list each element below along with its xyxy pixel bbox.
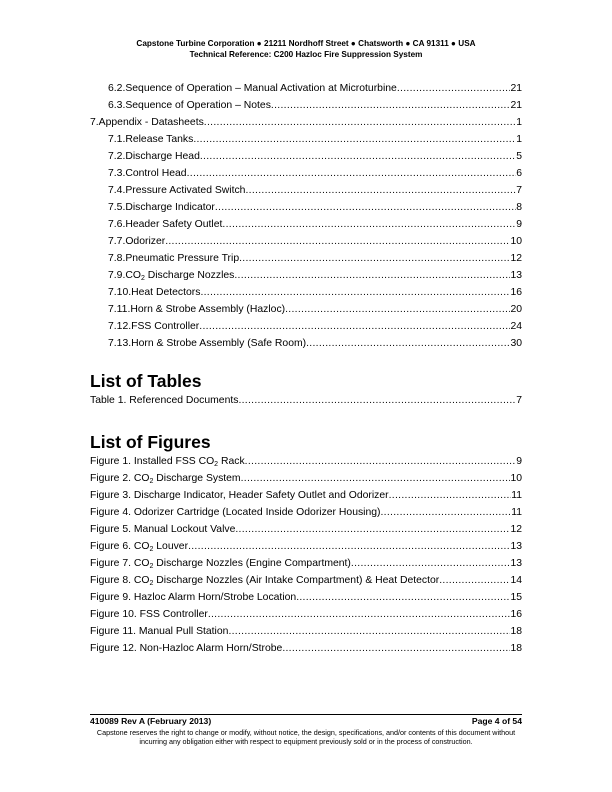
toc-entry-number: 7.12. — [108, 321, 132, 332]
subscript-text: 2 — [140, 275, 145, 282]
figure-entry-title: Figure 10. FSS Controller — [90, 609, 208, 620]
table-entry-page: 7 — [516, 395, 522, 406]
toc-leader — [239, 252, 510, 266]
toc-leader — [165, 235, 510, 249]
toc-entry[interactable] — [108, 252, 522, 266]
toc-entry-title: Appendix - Datasheets — [98, 117, 204, 128]
figure-title-part: Discharge Nozzles (Air Intake Compartment) & Heat Detector — [153, 575, 440, 586]
toc-leader — [245, 455, 517, 469]
toc-leader — [351, 557, 511, 571]
figure-entry-page: 10 — [510, 473, 522, 484]
toc-entry-page: 30 — [510, 338, 522, 349]
toc-leader — [187, 167, 517, 181]
toc-entry-title: Odorizer — [125, 236, 166, 247]
figure-title-part: Discharge Nozzles (Engine Compartment) — [153, 558, 351, 569]
figure-entry-page: 15 — [510, 592, 522, 603]
list-of-tables-heading: List of Tables — [90, 371, 202, 391]
toc-entry-title: Sequence of Operation – Manual Activation at Microturbine — [125, 83, 397, 94]
subscript-text: 2 — [149, 563, 154, 570]
toc-leader — [215, 201, 516, 215]
figure-entry-title — [90, 472, 241, 486]
figure-entry-title — [90, 557, 351, 571]
figure-entry-title: Figure 4. Odorizer Cartridge (Located Inside Odorizer Housing) — [90, 507, 381, 518]
toc-entry-title: Sequence of Operation – Notes — [125, 100, 271, 111]
toc-entry-number: 7.7. — [108, 236, 126, 247]
toc-entry-number: 7.13. — [108, 338, 132, 349]
toc-entry-title — [125, 269, 234, 283]
header-reference-line: Technical Reference: C200 Hazloc Fire Suppression System — [189, 50, 423, 59]
figure-title-part: Figure 8. CO — [90, 575, 150, 586]
toc-leader — [234, 269, 510, 283]
toc-entry-title: Pneumatic Pressure Trip — [125, 253, 240, 264]
toc-entry-title: Horn & Strobe Assembly (Hazloc) — [130, 304, 286, 315]
toc-entry-page: 1 — [516, 134, 522, 145]
figure-entry-title — [90, 540, 188, 554]
toc-leader — [282, 642, 510, 656]
toc-leader — [200, 150, 516, 164]
toc-entry-page: 5 — [516, 151, 522, 162]
figure-list-entry[interactable] — [90, 625, 522, 639]
toc-title-part: Discharge Nozzles — [144, 270, 235, 281]
toc-entry[interactable] — [108, 150, 522, 164]
toc-entry-page: 8 — [516, 202, 522, 213]
figure-entry-page: 11 — [511, 490, 522, 501]
toc-entry[interactable] — [108, 82, 522, 96]
toc-entry-page: 13 — [510, 270, 522, 281]
toc-leader — [208, 608, 511, 622]
toc-entry[interactable] — [108, 303, 522, 317]
figure-list-entry[interactable] — [90, 523, 522, 537]
toc-entry-page: 1 — [516, 117, 522, 128]
figure-entry-title: Figure 5. Manual Lockout Valve — [90, 524, 236, 535]
toc-entry[interactable] — [108, 320, 522, 334]
table-entry-title: Table 1. Referenced Documents — [90, 395, 239, 406]
toc-entry-title: Release Tanks — [125, 134, 194, 145]
toc-entry-page: 6 — [516, 168, 522, 179]
list-of-figures-heading: List of Figures — [90, 432, 211, 452]
toc-leader — [306, 337, 510, 351]
figure-entry-page: 16 — [510, 609, 522, 620]
toc-entry-number: 6.3. — [108, 100, 126, 111]
table-list-entry[interactable] — [90, 394, 522, 408]
figure-list-entry[interactable] — [90, 455, 522, 469]
toc-entry[interactable] — [90, 116, 522, 130]
toc-entry[interactable] — [108, 167, 522, 181]
subscript-text: 2 — [214, 461, 219, 468]
figure-entry-page: 18 — [510, 643, 522, 654]
toc-leader — [381, 506, 512, 520]
toc-entry[interactable] — [108, 269, 522, 283]
footer-disclaimer: Capstone reserves the right to change or modify, without notice, the design, specifications, and/or contents of this document without incurring any obligation either with respect to equipment previously sold or in the process of construction. — [96, 728, 516, 747]
figure-entry-title: Figure 9. Hazloc Alarm Horn/Strobe Location — [90, 592, 297, 603]
figure-title-part: Rack — [218, 456, 245, 467]
toc-entry-number: 6.2. — [108, 83, 126, 94]
figure-list-entry[interactable] — [90, 472, 522, 486]
figure-list-entry[interactable] — [90, 642, 522, 656]
toc-entry-title: Horn & Strobe Assembly (Safe Room) — [131, 338, 307, 349]
toc-entry-title: Heat Detectors — [131, 287, 201, 298]
figure-entry-page: 13 — [510, 541, 522, 552]
page-header — [0, 38, 612, 60]
toc-entry-page: 10 — [510, 236, 522, 247]
figure-entry-title — [90, 455, 245, 469]
toc-entry[interactable] — [108, 133, 522, 147]
toc-entry-number: 7. — [90, 117, 99, 128]
toc-entry-page: 20 — [510, 304, 522, 315]
figure-entry-page: 14 — [510, 575, 522, 586]
figure-list-entry[interactable] — [90, 574, 522, 588]
toc-entry-page: 21 — [510, 83, 522, 94]
toc-leader — [188, 540, 510, 554]
toc-entry-page: 9 — [516, 219, 522, 230]
toc-title-part: CO — [125, 270, 141, 281]
figure-title-part: Figure 2. CO — [90, 473, 150, 484]
toc-entry[interactable] — [108, 286, 522, 300]
figure-list-entry[interactable] — [90, 540, 522, 554]
toc-entry-title: FSS Controller — [131, 321, 200, 332]
toc-entry-page: 7 — [516, 185, 522, 196]
toc-leader — [228, 625, 510, 639]
toc-entry[interactable] — [108, 337, 522, 351]
toc-entry-page: 21 — [510, 100, 522, 111]
figure-title-part: Figure 7. CO — [90, 558, 150, 569]
toc-entry-number: 7.10. — [108, 287, 132, 298]
toc-leader — [271, 99, 511, 113]
toc-entry-title: Header Safety Outlet — [125, 219, 223, 230]
figure-entry-title: Figure 11. Manual Pull Station — [90, 626, 229, 637]
figure-entry-title: Figure 3. Discharge Indicator, Header Safety Outlet and Odorizer — [90, 490, 389, 501]
toc-leader — [285, 303, 510, 317]
toc-leader — [238, 394, 516, 408]
toc-entry-title: Pressure Activated Switch — [125, 185, 246, 196]
toc-entry[interactable] — [108, 201, 522, 215]
toc-entry-number: 7.9. — [108, 270, 126, 281]
subscript-text: 2 — [149, 580, 154, 587]
footer-document-id: 410089 Rev A (February 2013) — [90, 716, 212, 726]
toc-leader — [296, 591, 510, 605]
toc-entry[interactable] — [108, 235, 522, 249]
toc-entry-number: 7.4. — [108, 185, 126, 196]
header-company-line: Capstone Turbine Corporation ● 21211 Nordhoff Street ● Chatsworth ● CA 91311 ● USA — [136, 39, 476, 48]
toc-leader — [193, 133, 516, 147]
figure-entry-page: 9 — [516, 456, 522, 467]
toc-entry-page: 24 — [510, 321, 522, 332]
figure-entry-page: 18 — [510, 626, 522, 637]
toc-entry[interactable] — [108, 218, 522, 232]
toc-leader — [397, 82, 511, 96]
toc-entry-number: 7.3. — [108, 168, 126, 179]
toc-entry-number: 7.1. — [108, 134, 126, 145]
footer-divider — [90, 714, 522, 715]
toc-leader — [241, 472, 511, 486]
toc-entry-title: Discharge Indicator — [125, 202, 215, 213]
toc-leader — [204, 116, 516, 130]
figure-entry-title — [90, 574, 439, 588]
figure-title-part: Discharge System — [153, 473, 241, 484]
toc-leader — [199, 320, 510, 334]
figure-list-entry[interactable] — [90, 506, 522, 520]
toc-entry[interactable] — [108, 99, 522, 113]
toc-entry-title: Discharge Head — [125, 151, 200, 162]
toc-entry-title: Control Head — [125, 168, 187, 179]
toc-entry-number: 7.11. — [108, 304, 131, 315]
footer-page-number: Page 4 of 54 — [471, 716, 522, 726]
toc-leader — [439, 574, 510, 588]
toc-leader — [200, 286, 510, 300]
figure-entry-title: Figure 12. Non-Hazloc Alarm Horn/Strobe — [90, 643, 283, 654]
toc-entry-number: 7.2. — [108, 151, 126, 162]
figure-list-entry[interactable] — [90, 489, 522, 503]
toc-entry-page: 16 — [510, 287, 522, 298]
subscript-text: 2 — [149, 546, 154, 553]
figure-list-entry[interactable] — [90, 557, 522, 571]
figure-entry-page: 13 — [510, 558, 522, 569]
figure-title-part: Figure 6. CO — [90, 541, 150, 552]
toc-entry-number: 7.6. — [108, 219, 126, 230]
toc-leader — [389, 489, 512, 503]
figure-title-part: Louver — [153, 541, 189, 552]
toc-entry[interactable] — [108, 184, 522, 198]
subscript-text: 2 — [149, 478, 154, 485]
figure-title-part: Figure 1. Installed FSS CO — [90, 456, 215, 467]
toc-leader — [235, 523, 510, 537]
figure-list-entry[interactable] — [90, 608, 522, 622]
figure-entry-page: 12 — [510, 524, 522, 535]
toc-entry-page: 12 — [510, 253, 522, 264]
toc-leader — [222, 218, 516, 232]
toc-entry-number: 7.5. — [108, 202, 126, 213]
toc-leader — [245, 184, 516, 198]
figure-list-entry[interactable] — [90, 591, 522, 605]
figure-entry-page: 11 — [511, 507, 522, 518]
toc-entry-number: 7.8. — [108, 253, 126, 264]
